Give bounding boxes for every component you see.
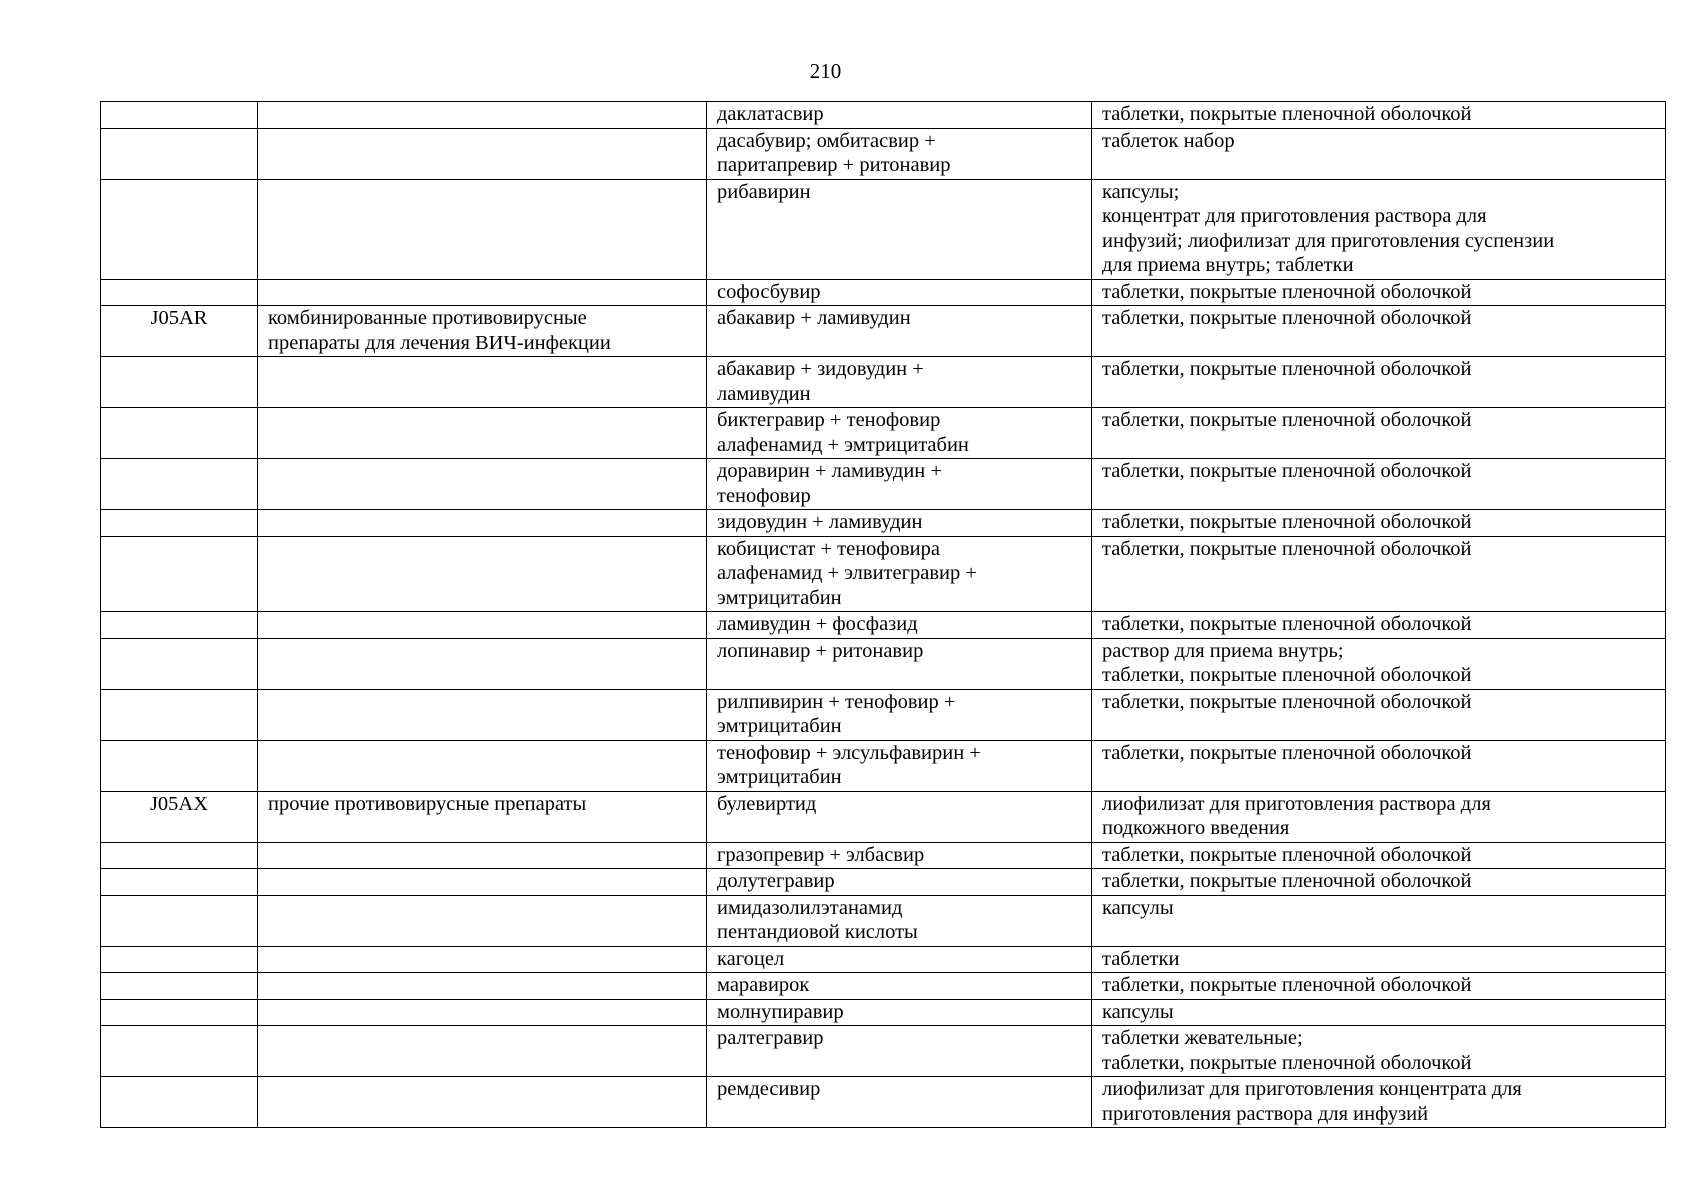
drug-name-cell: гразопревир + элбасвир	[707, 842, 1092, 869]
atc-code-cell	[101, 179, 258, 279]
table-row	[101, 408, 1666, 459]
atc-code-cell	[101, 869, 258, 896]
atc-code-cell	[101, 408, 258, 459]
atc-code-cell	[101, 689, 258, 740]
drug-name-cell: маравирок	[707, 973, 1092, 1000]
drug-name-cell: лопинавир + ритонавир	[707, 638, 1092, 689]
atc-code-cell	[101, 973, 258, 1000]
table-row	[101, 102, 1666, 129]
drug-name-cell: дасабувир; омбитасвир + паритапревир + ритонавир	[707, 128, 1092, 179]
group-name-cell	[258, 842, 707, 869]
drug-name-cell: зидовудин + ламивудин	[707, 510, 1092, 537]
table-row	[101, 791, 1666, 842]
table-row	[101, 1077, 1666, 1128]
dosage-form-cell: таблетки, покрытые пленочной оболочкой	[1092, 689, 1666, 740]
drug-name-cell: имидазолилэтанамид пентандиовой кислоты	[707, 895, 1092, 946]
atc-code-cell	[101, 536, 258, 612]
table-row	[101, 128, 1666, 179]
group-name-cell	[258, 408, 707, 459]
group-name-cell	[258, 510, 707, 537]
dosage-form-cell: лиофилизат для приготовления раствора для подкожного введения	[1092, 791, 1666, 842]
atc-code-cell	[101, 740, 258, 791]
group-name-cell	[258, 102, 707, 129]
table-row	[101, 357, 1666, 408]
dosage-form-cell: капсулы	[1092, 999, 1666, 1026]
table-row	[101, 973, 1666, 1000]
table-row	[101, 279, 1666, 306]
group-name-cell	[258, 740, 707, 791]
dosage-form-cell: таблетки, покрытые пленочной оболочкой	[1092, 536, 1666, 612]
atc-code-cell	[101, 459, 258, 510]
group-name-cell	[258, 128, 707, 179]
group-name-cell: прочие противовирусные препараты	[258, 791, 707, 842]
dosage-form-cell: таблетки, покрытые пленочной оболочкой	[1092, 510, 1666, 537]
table-row	[101, 612, 1666, 639]
dosage-form-cell: таблетки, покрытые пленочной оболочкой	[1092, 842, 1666, 869]
dosage-form-cell: таблетки, покрытые пленочной оболочкой	[1092, 869, 1666, 896]
drug-name-cell: рилпивирин + тенофовир + эмтрицитабин	[707, 689, 1092, 740]
group-name-cell	[258, 536, 707, 612]
dosage-form-cell: таблетки, покрытые пленочной оболочкой	[1092, 740, 1666, 791]
atc-code-cell	[101, 357, 258, 408]
table-row	[101, 689, 1666, 740]
group-name-cell	[258, 999, 707, 1026]
atc-code-cell	[101, 612, 258, 639]
table-row	[101, 638, 1666, 689]
dosage-form-cell: таблетки, покрытые пленочной оболочкой	[1092, 306, 1666, 357]
atc-code-cell: J05AX	[101, 791, 258, 842]
table-row	[101, 869, 1666, 896]
atc-code-cell	[101, 1077, 258, 1128]
drug-name-cell: рибавирин	[707, 179, 1092, 279]
dosage-form-cell: таблетки	[1092, 946, 1666, 973]
drug-table	[100, 101, 1666, 1128]
group-name-cell	[258, 946, 707, 973]
table-row	[101, 895, 1666, 946]
drug-name-cell: доравирин + ламивудин + тенофовир	[707, 459, 1092, 510]
dosage-form-cell: таблетки, покрытые пленочной оболочкой	[1092, 357, 1666, 408]
atc-code-cell: J05AR	[101, 306, 258, 357]
dosage-form-cell: таблетки, покрытые пленочной оболочкой	[1092, 612, 1666, 639]
group-name-cell	[258, 895, 707, 946]
drug-name-cell: булевиртид	[707, 791, 1092, 842]
dosage-form-cell: раствор для приема внутрь; таблетки, покрытые пленочной оболочкой	[1092, 638, 1666, 689]
drug-name-cell: кагоцел	[707, 946, 1092, 973]
drug-name-cell: молнупиравир	[707, 999, 1092, 1026]
atc-code-cell	[101, 510, 258, 537]
dosage-form-cell: таблетки, покрытые пленочной оболочкой	[1092, 459, 1666, 510]
dosage-form-cell: таблетки, покрытые пленочной оболочкой	[1092, 279, 1666, 306]
group-name-cell	[258, 1077, 707, 1128]
group-name-cell: комбинированные противовирусные препараты для лечения ВИЧ-инфекции	[258, 306, 707, 357]
atc-code-cell	[101, 999, 258, 1026]
table-row	[101, 740, 1666, 791]
group-name-cell	[258, 689, 707, 740]
group-name-cell	[258, 357, 707, 408]
table-row	[101, 179, 1666, 279]
table-row	[101, 842, 1666, 869]
drug-name-cell: абакавир + ламивудин	[707, 306, 1092, 357]
drug-name-cell: ламивудин + фосфазид	[707, 612, 1092, 639]
atc-code-cell	[101, 279, 258, 306]
dosage-form-cell: таблетки, покрытые пленочной оболочкой	[1092, 408, 1666, 459]
dosage-form-cell: капсулы; концентрат для приготовления раствора для инфузий; лиофилизат для приготовления суспензии для приема внутрь; таблетки	[1092, 179, 1666, 279]
atc-code-cell	[101, 946, 258, 973]
atc-code-cell	[101, 638, 258, 689]
table-row	[101, 306, 1666, 357]
dosage-form-cell: таблетки, покрытые пленочной оболочкой	[1092, 973, 1666, 1000]
group-name-cell	[258, 973, 707, 1000]
drug-name-cell: абакавир + зидовудин + ламивудин	[707, 357, 1092, 408]
table-body	[101, 102, 1666, 1128]
table-row	[101, 946, 1666, 973]
page-number: 210	[809, 59, 842, 83]
drug-name-cell: тенофовир + элсульфавирин + эмтрицитабин	[707, 740, 1092, 791]
dosage-form-cell: капсулы	[1092, 895, 1666, 946]
table-row	[101, 1026, 1666, 1077]
dosage-form-cell: таблетки жевательные; таблетки, покрытые пленочной оболочкой	[1092, 1026, 1666, 1077]
drug-name-cell: биктегравир + тенофовир алафенамид + эмтрицитабин	[707, 408, 1092, 459]
table-row	[101, 999, 1666, 1026]
group-name-cell	[258, 869, 707, 896]
group-name-cell	[258, 638, 707, 689]
atc-code-cell	[101, 895, 258, 946]
table-row	[101, 536, 1666, 612]
group-name-cell	[258, 612, 707, 639]
atc-code-cell	[101, 1026, 258, 1077]
dosage-form-cell: таблетки, покрытые пленочной оболочкой	[1092, 102, 1666, 129]
atc-code-cell	[101, 842, 258, 869]
drug-name-cell: ремдесивир	[707, 1077, 1092, 1128]
dosage-form-cell: лиофилизат для приготовления концентрата для приготовления раствора для инфузий	[1092, 1077, 1666, 1128]
drug-name-cell: софосбувир	[707, 279, 1092, 306]
drug-name-cell: кобицистат + тенофовира алафенамид + элвитегравир + эмтрицитабин	[707, 536, 1092, 612]
group-name-cell	[258, 279, 707, 306]
group-name-cell	[258, 179, 707, 279]
drug-name-cell: ралтегравир	[707, 1026, 1092, 1077]
group-name-cell	[258, 1026, 707, 1077]
group-name-cell	[258, 459, 707, 510]
table-row	[101, 459, 1666, 510]
dosage-form-cell: таблеток набор	[1092, 128, 1666, 179]
drug-name-cell: долутегравир	[707, 869, 1092, 896]
drug-name-cell: даклатасвир	[707, 102, 1092, 129]
atc-code-cell	[101, 128, 258, 179]
table-row	[101, 510, 1666, 537]
atc-code-cell	[101, 102, 258, 129]
